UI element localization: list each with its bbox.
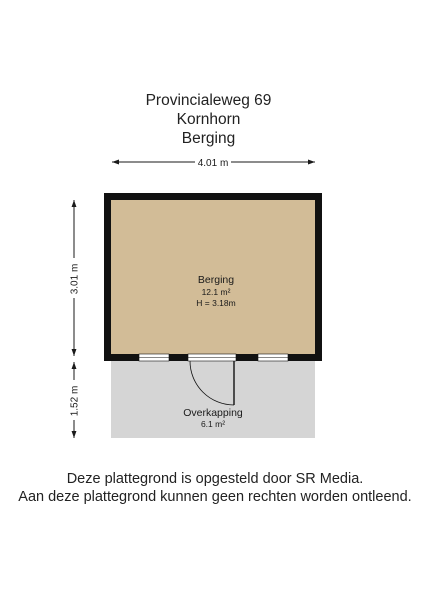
room-berging-area: 12.1 m² [201, 287, 231, 297]
disclaimer-line-1: Deze plattegrond is opgesteld door SR Media. [66, 471, 364, 487]
room-berging-name: Berging [197, 274, 235, 286]
address-title: Provincialeweg 69 [145, 92, 272, 109]
width-dimension-label: 4.01 m [197, 158, 229, 169]
subject-title: Berging [181, 130, 236, 147]
room-depth-dimension [67, 200, 81, 356]
overhang-depth-dimension [67, 362, 81, 438]
room-overkapping-area: 6.1 m² [200, 419, 226, 429]
city-title: Kornhorn [176, 111, 241, 128]
room-depth-dimension-label: 3.01 m [69, 263, 81, 295]
disclaimer [0, 470, 430, 506]
room-berging-height: H = 3.18m [196, 298, 236, 308]
overhang-depth-dimension-label: 1.52 m [69, 385, 81, 417]
room-overkapping-name: Overkapping [183, 407, 243, 419]
bottom-wall-openings [139, 354, 288, 361]
width-dimension [112, 155, 315, 169]
disclaimer-line-2: Aan deze plattegrond kunnen geen rechten worden ontleend. [18, 489, 412, 505]
